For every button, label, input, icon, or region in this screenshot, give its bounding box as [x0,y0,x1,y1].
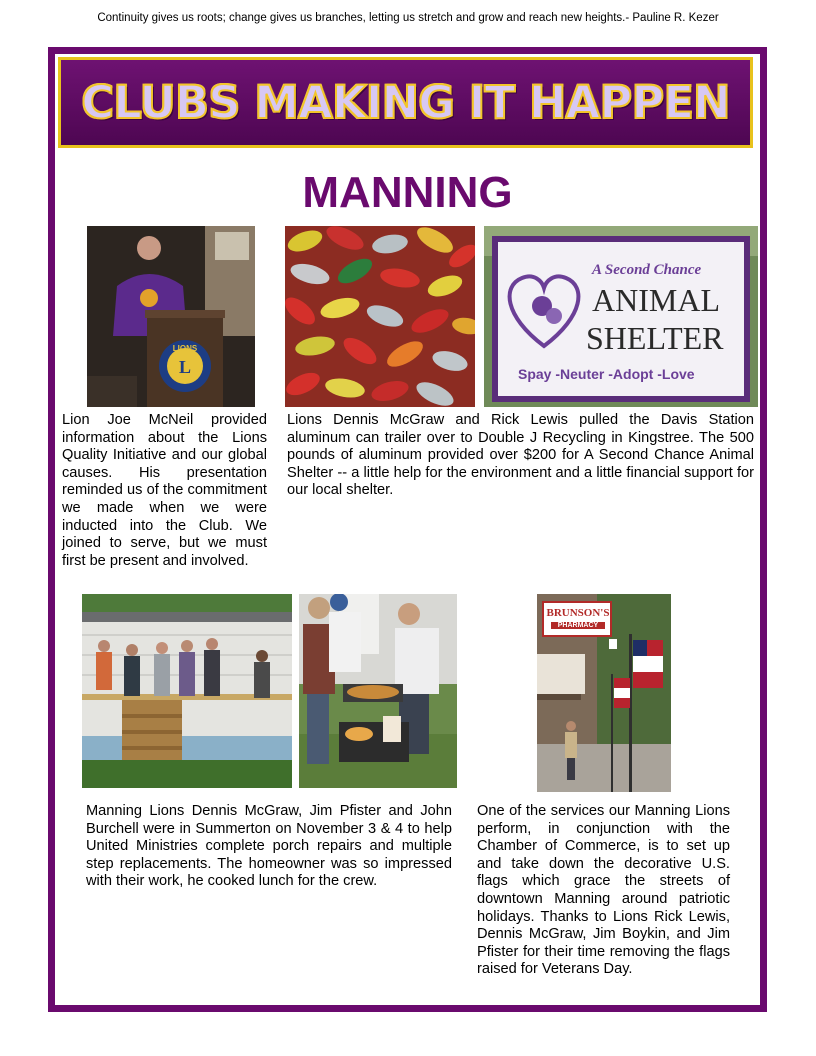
cans-photo [285,226,475,407]
pharmacy-sign-label: PHARMACY [551,622,605,629]
article-cans: Lions Dennis McGraw and Rick Lewis pulled the Davis Station aluminum can trailer over to Double J Recycling in Kingstree. The 500 pounds of aluminum provided over $200 for A Second Chance Animal Shelter -- a little help for the environment and a little financial support for our local shelter. [287,412,754,499]
shelter-sign-tagline: Spay -Neuter -Adopt -Love [518,366,695,382]
podium-lions-logo: LIONS [172,344,198,353]
page-frame [48,47,767,1012]
article-mcneil: Lion Joe McNeil provided information about the Lions Quality Initiative and our global causes. His presentation reminded us of the commitment we made when we were inducted into the Club. We joined to serve, but we must first be present and involved. [62,412,267,569]
article-flags: One of the services our Manning Lions perform, in conjunction with the Chamber of Commerce, is to set up and take down the decorative U.S. flags which grace the streets of downtown Manning around patriotic holidays. Thanks to Lions Rick Lewis, Dennis McGraw, Jim Boykin, and Jim Pfister for their time removing the flags raised for Veterans Day. [477,803,730,978]
header-quote: Continuity gives us roots; change gives us branches, letting us stretch and grow and reach new heights.- Pauline R. Kezer [97,12,719,24]
section-title: MANNING [302,168,513,217]
banner [58,57,753,148]
shelter-sign-line1: A Second Chance [592,262,702,278]
downtown-flags-photo [537,594,671,792]
article-porch: Manning Lions Dennis McGraw, Jim Pfister and John Burchell were in Summerton on November 3 & 4 to help United Ministries complete porch repairs and multiple step replacements. The homeowner was so impressed with their work, he cooked lunch for the crew. [86,803,452,890]
svg-text:L: L [178,357,192,377]
lunch-photo [299,594,457,788]
shelter-sign-line2: ANIMAL [592,282,720,318]
animal-shelter-photo [484,226,758,407]
speaker-photo [87,226,255,407]
shelter-sign-line3: SHELTER [586,320,724,356]
banner-title: CLUBS MAKING IT HAPPEN [81,76,730,129]
pharmacy-sign-name: BRUNSON'S [546,607,610,619]
porch-crew-photo [82,594,292,788]
